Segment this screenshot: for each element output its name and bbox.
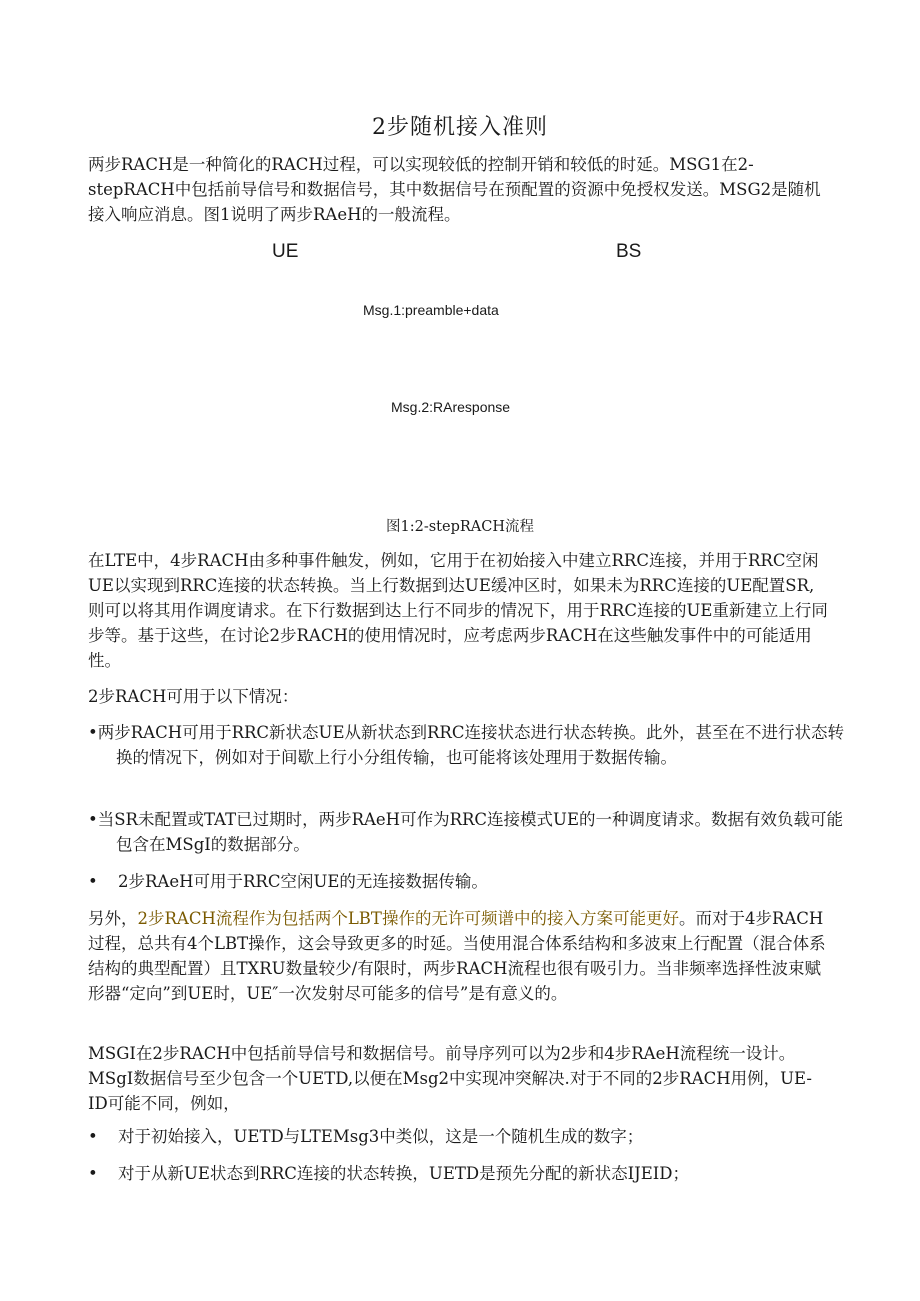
list-item — [88, 1124, 830, 1149]
list-item — [88, 1161, 830, 1186]
list-item-text: 2步RAeH可用于RRC空闲UE的无连接数据传输。 — [118, 872, 488, 891]
figure-caption: 图1:2-stepRACH流程 — [386, 519, 534, 535]
paragraph-lbt — [88, 906, 828, 1006]
bullet-marker: • — [88, 1127, 98, 1146]
intro-paragraph: 两步RACH是一种简化的RACH过程，可以实现较低的控制开销和较低的时延。MSG1在2-stepRACH中包括前导信号和数据信号，其中数据信号在预配置的资源中免授权发送。MSG2是随机接入响应消息。图1说明了两步RAeH的一般流程。 — [88, 155, 821, 224]
diagram-bs-label: BS — [616, 241, 642, 262]
bullet-marker: • — [88, 872, 98, 891]
bullet-marker: • — [88, 1164, 98, 1183]
page-title: 2步随机接入准则 — [372, 115, 548, 140]
paragraph-lte-triggers: 在LTE中，4步RACH由多种事件触发，例如，它用于在初始接入中建立RRC连接，并用于RRC空闲UE以实现到RRC连接的状态转换。当上行数据到达UE缓冲区时，如果未为RRC连接的UE配置SR,则可以将其用作调度请求。在下行数据到达上行不同步的情况下，用于RRC连接的UE重新建立上行同步等。基于这些，在讨论2步RACH的使用情况时，应考虑两步RACH在这些触发事件中的可能适用性。 — [88, 551, 828, 670]
list-item-text: 对于初始接入，UETD与LTEMsg3中类似，这是一个随机生成的数字； — [118, 1127, 644, 1146]
paragraph-msg1-content: MSGI在2步RACH中包括前导信号和数据信号。前导序列可以为2步和4步RAeH流程统一设计。MSgI数据信号至少包含一个UETD,以便在Msg2中实现冲突解决.对于不同的2步RACH用例，UE-ID可能不同，例如， — [88, 1044, 812, 1113]
diagram-ue-label: UE — [272, 241, 299, 262]
list-item: •当SR未配置或TAT已过期时，两步RAeH可作为RRC连接模式UE的一种调度请求。数据有效负载可能包含在MSgI的数据部分。 — [88, 810, 843, 854]
paragraph-rest: 。而对于4步RACH过程，总共有4个LBT操作，这会导致更多的时延。当使用混合体系结构和多波束上行配置（混合体系结构的典型配置）且TXRU数量较少/有限时，两步RACH流程也很有吸引力。当非频率选择性波束赋形器“定向”到UE时，UE″一次发射尽可能多的信号”是有意义的。 — [88, 909, 826, 1003]
paragraph-use-cases-intro: 2步RACH可用于以下情况： — [88, 687, 299, 706]
list-item — [88, 869, 830, 894]
list-item-text: 对于从新UE状态到RRC连接的状态转换，UETD是预先分配的新状态IJEID； — [118, 1164, 690, 1183]
highlighted-text: 2步RACH流程作为包括两个LBT操作的无许可频谱中的接入方案可能更好 — [137, 909, 679, 928]
diagram-msg1-label: Msg.1:preamble+data — [363, 302, 499, 318]
list-item: •两步RACH可用于RRC新状态UE从新状态到RRC连接状态进行状态转换。此外，甚至在不进行状态转换的情况下，例如对于间歇上行小分组传输，也可能将该处理用于数据传输。 — [88, 723, 844, 767]
paragraph-lead: 另外， — [88, 909, 138, 928]
diagram-msg2-label: Msg.2:RAresponse — [391, 399, 511, 415]
